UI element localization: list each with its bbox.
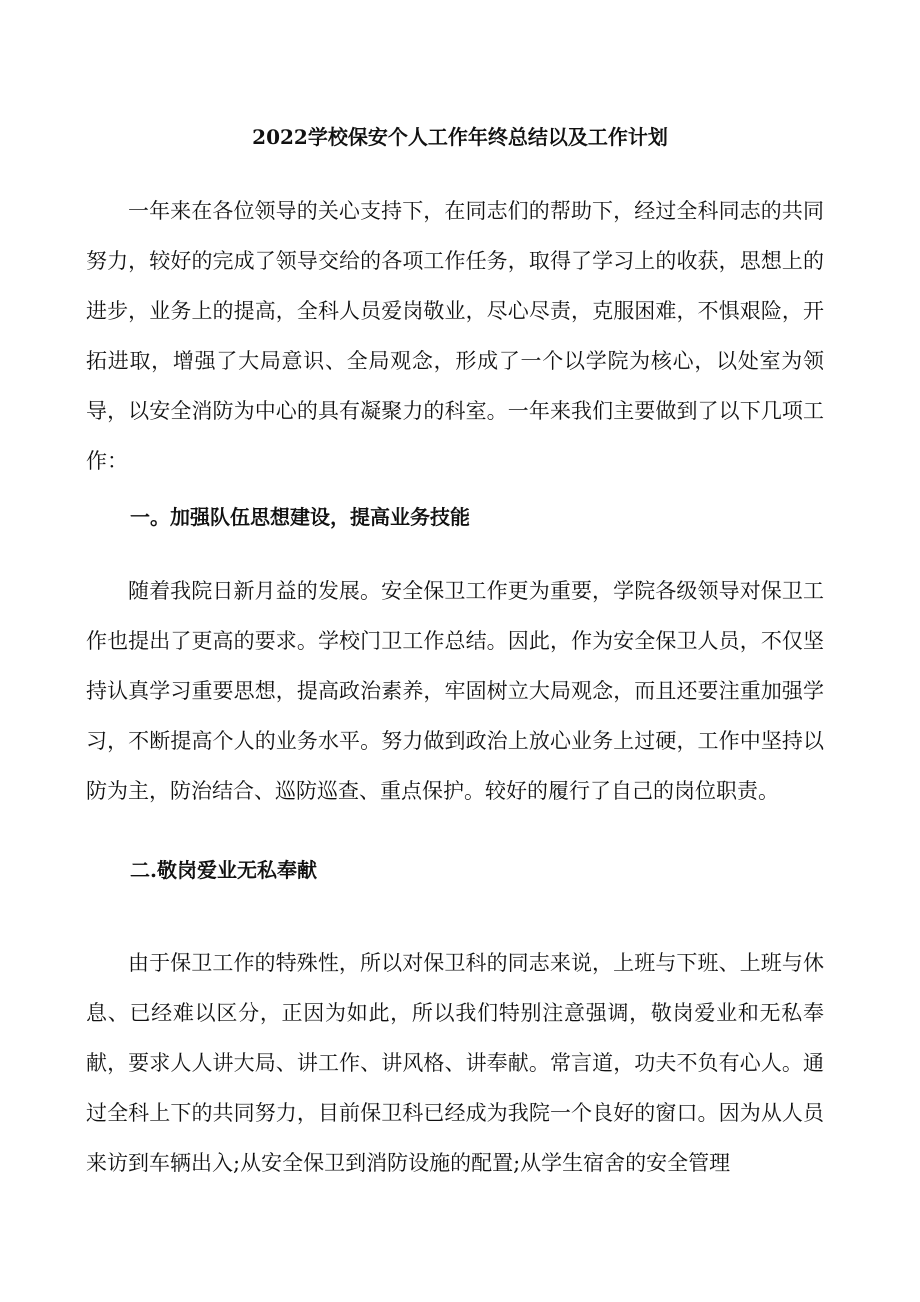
document-title: 2022学校保安个人工作年终总结以及工作计划 [252,125,668,149]
intro-paragraph: 一年来在各位领导的关心支持下，在同志们的帮助下，经过全科同志的共同努力，较好的完成了领导交给的各项工作任务，取得了学习上的收获，思想上的进步，业务上的提高，全科人员爱岗敬业，尽心尽责，克服困难，不惧艰险，开拓进取，增强了大局意识、全局观念，形成了一个以学院为核心，以处室为领导，以安全消防为中心的具有凝聚力的科室。一年来我们主要做到了以下几项工作： [86,199,824,473]
section-2-heading: 二.敬岗爱业无私奉献 [130,858,317,882]
section-2-paragraph: 由于保卫工作的特殊性，所以对保卫科的同志来说，上班与下班、上班与休息、已经难以区分，正因为如此，所以我们特别注意强调，敬岗爱业和无私奉献，要求人人讲大局、讲工作、讲风格、讲奉献。常言道，功夫不负有心人。通过全科上下的共同努力，目前保卫科已经成为我院一个良好的窗口。因为从人员来访到车辆出入;从安全保卫到消防设施的配置;从学生宿舍的安全管理 [86,951,824,1175]
section-1-paragraph: 随着我院日新月益的发展。安全保卫工作更为重要，学院各级领导对保卫工作也提出了更高的要求。学校门卫工作总结。因此，作为安全保卫人员，不仅坚持认真学习重要思想，提高政治素养，牢固树立大局观念，而且还要注重加强学习，不断提高个人的业务水平。努力做到政治上放心业务上过硬，工作中坚持以防为主，防治结合、巡防巡查、重点保护。较好的履行了自己的岗位职责。 [86,579,824,803]
section-1-heading: 一。加强队伍思想建设，提高业务技能 [130,505,470,529]
